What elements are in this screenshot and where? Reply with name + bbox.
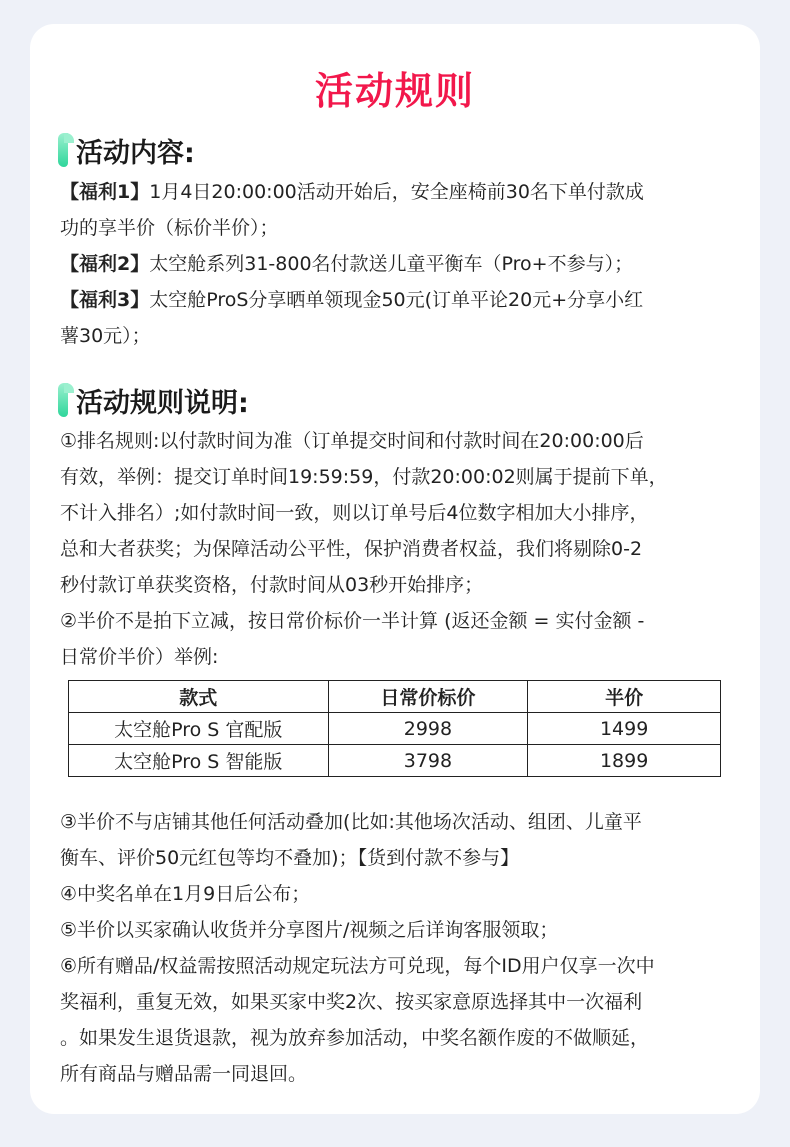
rule-6-line: ⑥所有赠品/权益需按照活动规定玩法方可兑现，每个ID用户仅享一次中 xyxy=(60,955,655,977)
rule-2-line: 日常价半价）举例: xyxy=(60,646,219,668)
table-row xyxy=(69,745,721,777)
table-cell: 太空舱Pro S 官配版 xyxy=(69,713,329,745)
column-header-half-price: 半价 xyxy=(528,681,721,713)
page-title: 活动规则 xyxy=(314,69,475,113)
rule-3-line: 衡车、评价50元红包等均不叠加)；【货到付款不参与】 xyxy=(60,847,520,869)
section-heading-content xyxy=(58,128,195,172)
column-header-style: 款式 xyxy=(69,681,329,713)
table-cell: 1499 xyxy=(528,713,721,745)
rule-1-line: ①排名规则:以付款时间为准（订单提交时间和付款时间在20:00:00后 xyxy=(60,430,644,452)
price-table xyxy=(68,680,721,777)
section-title-content: 活动内容: xyxy=(76,137,195,169)
rules-block-2 xyxy=(60,804,740,1092)
benefit-2-tag: 【福利2】 xyxy=(60,253,150,275)
rules-block-1 xyxy=(60,423,740,675)
benefit-3-tag: 【福利3】 xyxy=(60,289,150,311)
rule-5-line: ⑤半价以买家确认收货并分享图片/视频之后详询客服领取； xyxy=(60,919,559,941)
section-title-rules: 活动规则说明: xyxy=(76,387,249,419)
benefit-3-cont: 薯30元）； xyxy=(60,325,151,347)
rule-6-line: 所有商品与赠品需一同退回。 xyxy=(60,1063,308,1085)
benefit-3 xyxy=(60,282,740,318)
rule-2-line: ②半价不是拍下立减，按日常价标价一半计算 (返还金额 = 实付金额 - xyxy=(60,610,645,632)
benefit-2-text: 太空舱系列31-800名付款送儿童平衡车（Pro+不参与）； xyxy=(149,253,634,275)
rule-4-line: ④中奖名单在1月9日后公布； xyxy=(60,883,311,905)
rule-1-line: 不计入排名）;如付款时间一致，则以订单号后4位数字相加大小排序， xyxy=(60,502,649,524)
column-header-regular-price: 日常价标价 xyxy=(328,681,528,713)
benefit-1-text: 1月4日20:00:00活动开始后，安全座椅前30名下单付款成 xyxy=(149,181,644,203)
rule-1-line: 有效，举例：提交订单时间19:59:59，付款20:00:02则属于提前下单， xyxy=(60,466,668,488)
table-row xyxy=(69,713,721,745)
table-cell: 3798 xyxy=(328,745,528,777)
benefit-3-text: 太空舱ProS分享晒单领现金50元(订单平论20元+分享小红 xyxy=(149,289,644,311)
rule-6-line: 。如果发生退货退款，视为放弃参加活动，中奖名额作废的不做顺延， xyxy=(60,1027,650,1049)
benefit-1-cont: 功的享半价（标价半价）； xyxy=(60,217,279,239)
table-cell: 1899 xyxy=(528,745,721,777)
rule-6-line: 奖福利，重复无效，如果买家中奖2次、按买家意原选择其中一次福利 xyxy=(60,991,643,1013)
heading-accent-icon xyxy=(58,133,78,167)
rule-1-line: 秒付款订单获奖资格，付款时间从03秒开始排序； xyxy=(60,574,484,596)
benefits-list xyxy=(60,174,740,354)
rule-1-line: 总和大者获奖；为保障活动公平性，保护消费者权益，我们将剔除0-2 xyxy=(60,538,643,560)
section-heading-rules xyxy=(58,378,249,422)
table-cell: 2998 xyxy=(328,713,528,745)
benefit-1 xyxy=(60,174,740,210)
rule-3-line: ③半价不与店铺其他任何活动叠加(比如:其他场次活动、组团、儿童平 xyxy=(60,811,642,833)
benefit-1-tag: 【福利1】 xyxy=(60,181,150,203)
heading-accent-icon xyxy=(58,383,78,417)
table-header-row xyxy=(69,681,721,713)
table-cell: 太空舱Pro S 智能版 xyxy=(69,745,329,777)
benefit-2 xyxy=(60,246,740,282)
